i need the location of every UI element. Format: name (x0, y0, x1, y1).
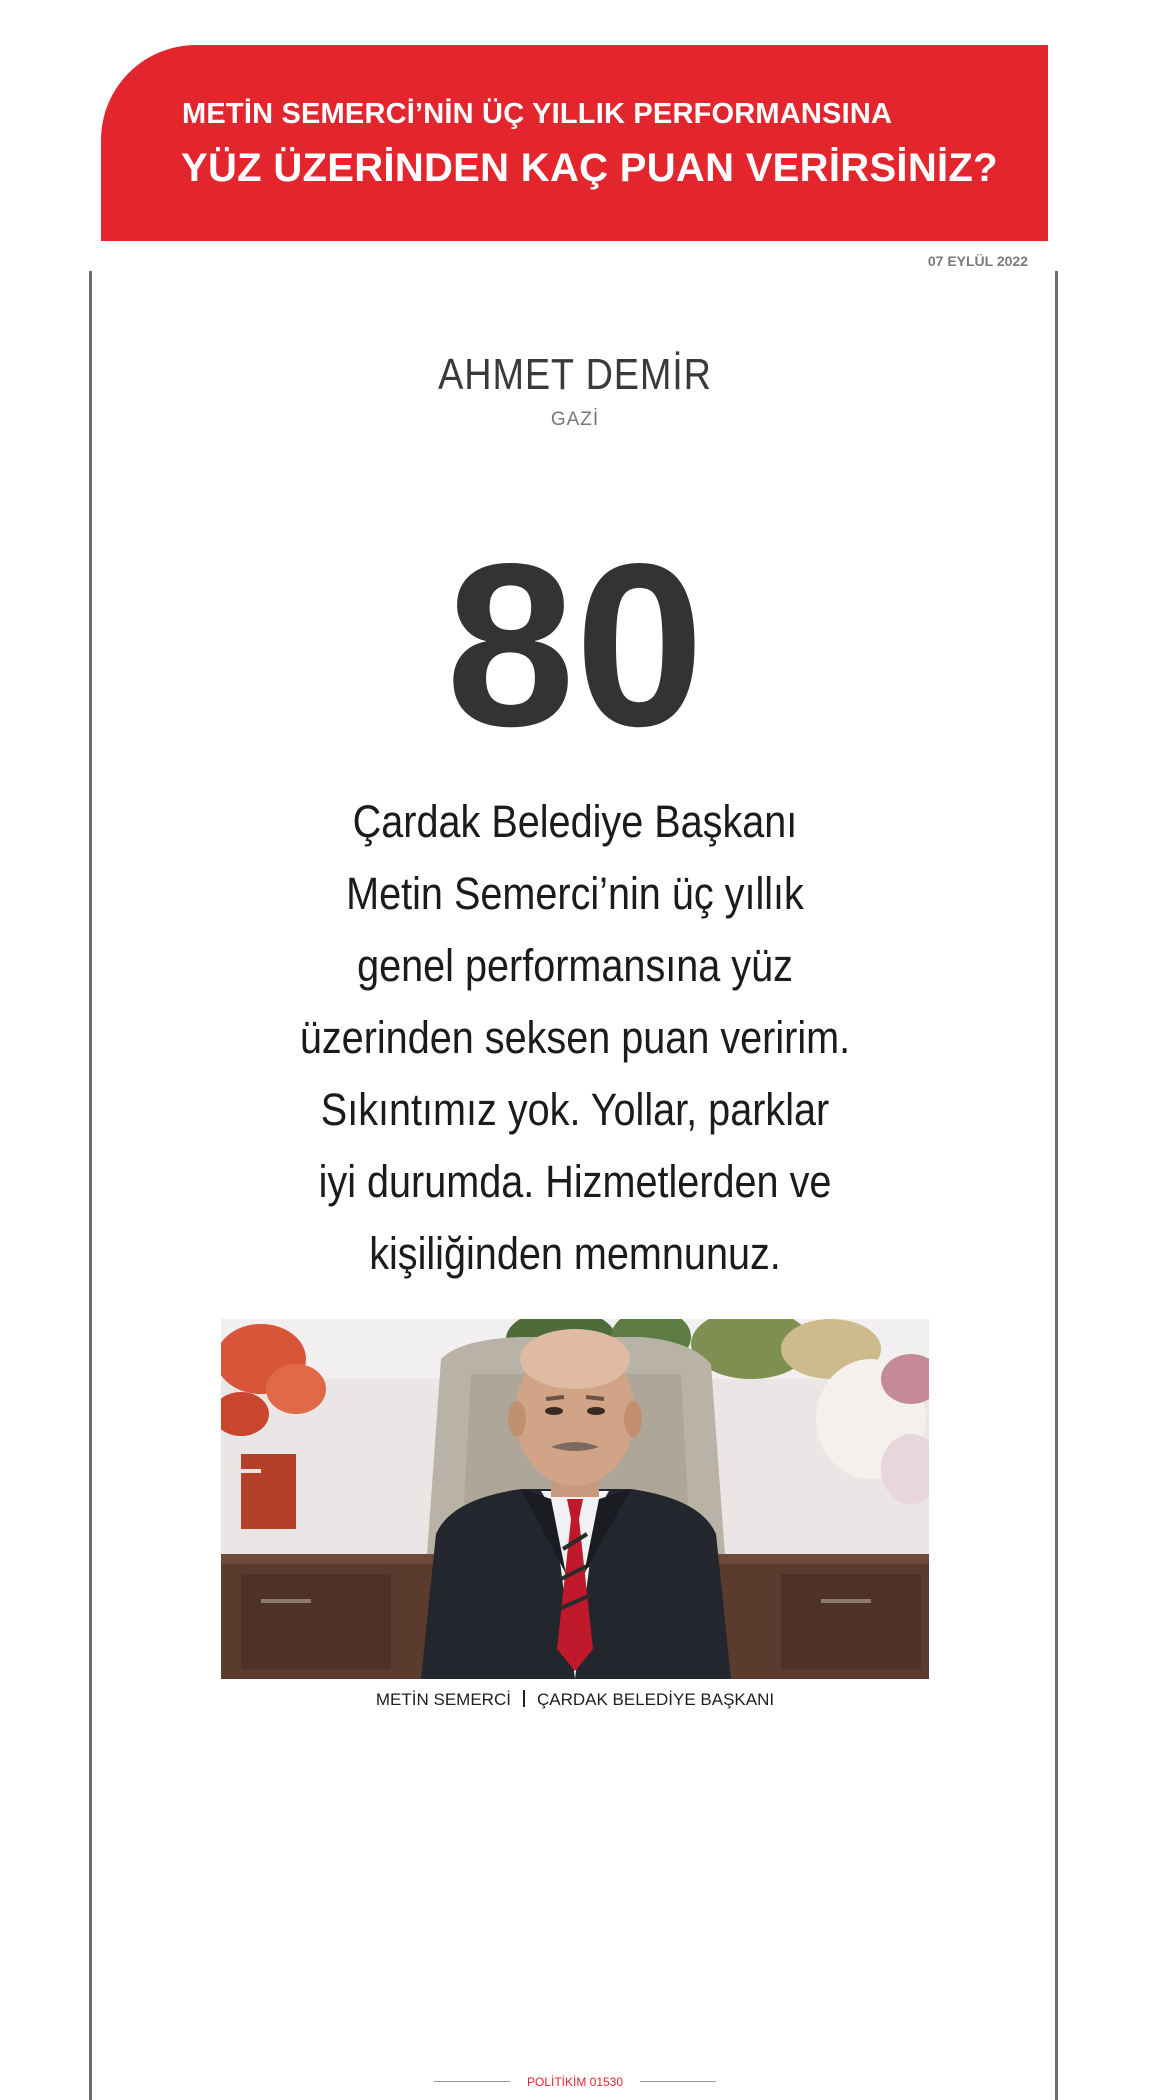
caption-name: METİN SEMERCİ (375, 1690, 511, 1709)
caption-title: ÇARDAK BELEDİYE BAŞKANI (536, 1690, 775, 1709)
quote-line: iyi durumda. Hizmetlerden ve (318, 1156, 832, 1207)
quote-line: genel performansına yüz (357, 940, 793, 991)
banner-title-line-1: METİN SEMERCİ’NİN ÜÇ YILLIK PERFORMANSINA (182, 98, 893, 130)
footer-code: POLİTİKİM 01530 (526, 2075, 624, 2089)
quote-line: Metin Semerci’nin üç yıllık (346, 868, 804, 919)
title-banner (101, 45, 1048, 241)
quote-line: üzerinden seksen puan veririm. (299, 1012, 851, 1063)
score-number: 80 (445, 516, 705, 775)
quote-block (245, 786, 905, 1290)
publish-date: 07 EYLÜL 2022 (927, 253, 1028, 269)
quote-line: kişiliğinden memnunuz. (369, 1228, 781, 1279)
mayor-portrait-photo (221, 1319, 929, 1679)
author-role: GAZİ (550, 409, 600, 430)
author-name: AHMET DEMİR (438, 350, 712, 399)
photo-caption (0, 1690, 1150, 1710)
quote-line: Sıkıntımız yok. Yollar, parklar (320, 1084, 830, 1135)
banner-title-line-2: YÜZ ÜZERİNDEN KAÇ PUAN VERİRSİNİZ? (181, 146, 998, 190)
quote-line: Çardak Belediye Başkanı (352, 796, 798, 847)
caption-separator (523, 1690, 525, 1707)
